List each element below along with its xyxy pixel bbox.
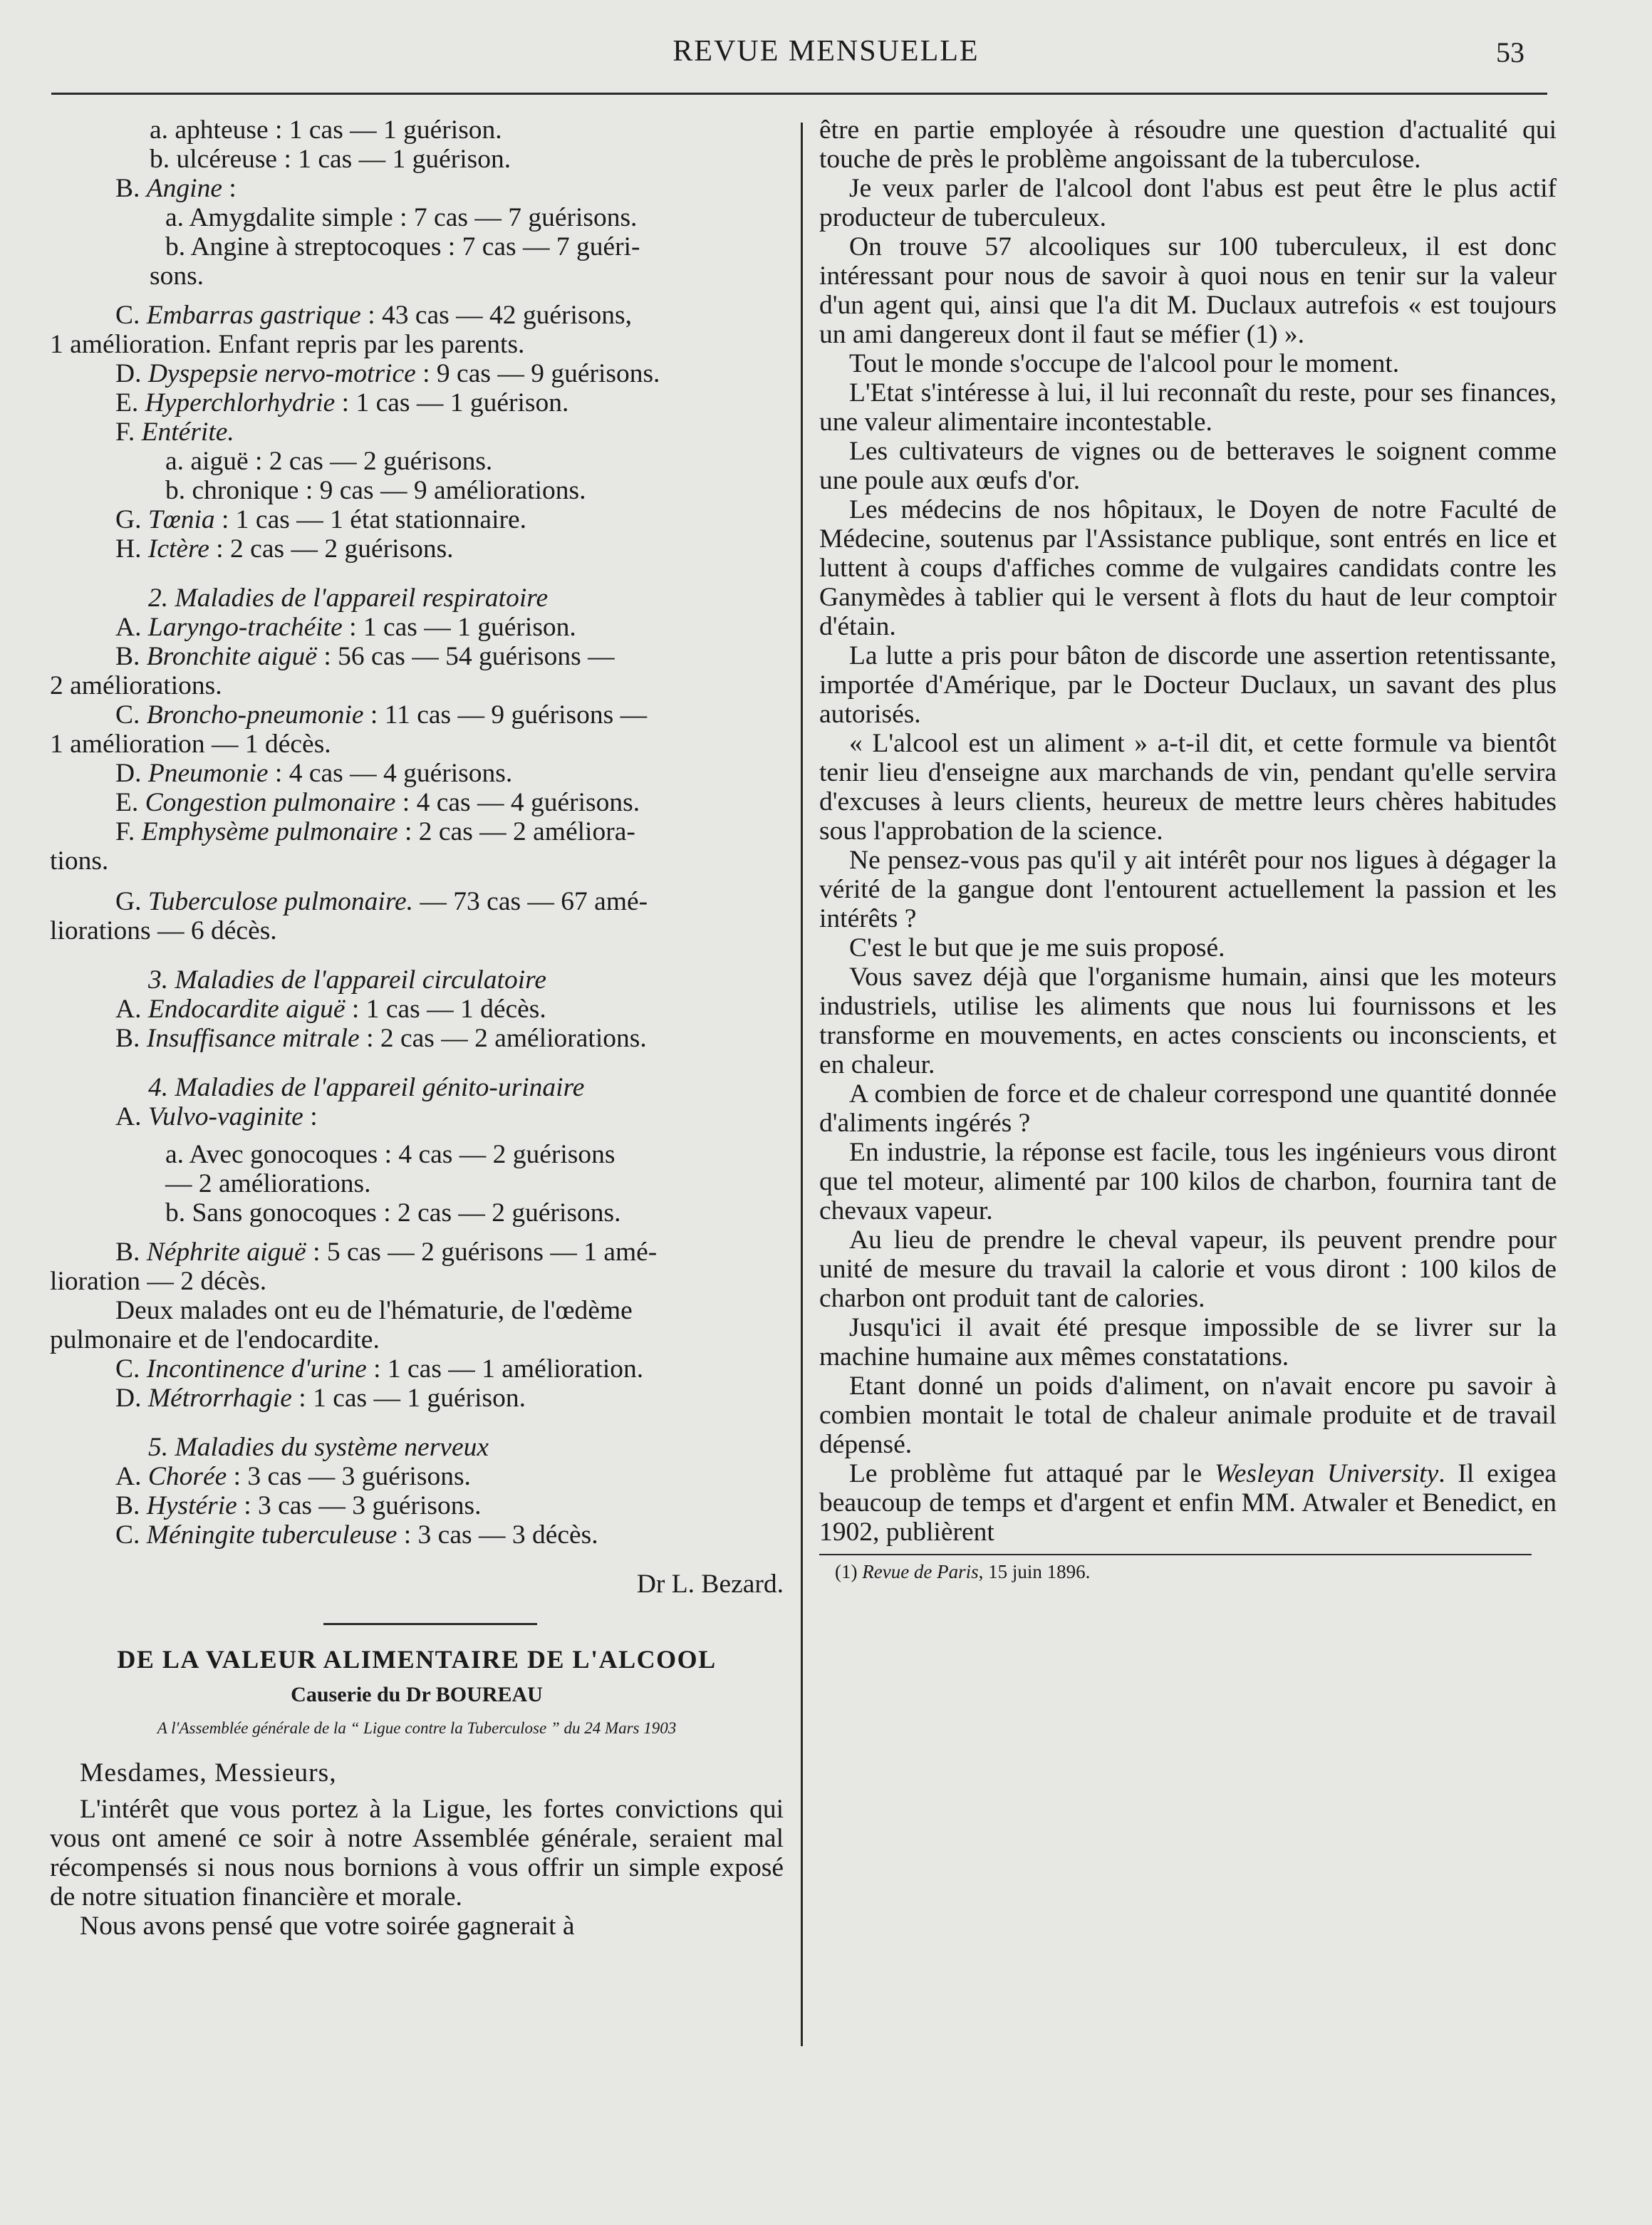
entry-line: C. Incontinence d'urine : 1 cas — 1 amélioration. xyxy=(115,1354,644,1384)
entry-line: C. Broncho-pneumonie : 11 cas — 9 guérisons — xyxy=(115,700,648,730)
column-divider xyxy=(801,123,803,2046)
article-paragraphs-right xyxy=(819,174,1557,1459)
genito-sub-entries xyxy=(50,1140,784,1228)
paragraph: En industrie, la réponse est facile, tous les ingénieurs vous diront que tel moteur, alimenté par 100 kilos de charbon, fournira tant de chevaux vapeur. xyxy=(819,1138,1557,1225)
paragraph: Tout le monde s'occupe de l'alcool pour le moment. xyxy=(849,349,1400,378)
signature-rule xyxy=(323,1623,537,1625)
paragraph: L'intérêt que vous portez à la Ligue, les fortes convictions qui vous ont amené ce soir à notre Assemblée générale, seraient mal récompensés si nous nous bornions à vous offrir un simple exposé de notre situation financière et morale. xyxy=(50,1795,784,1912)
entry-line: B. Néphrite aiguë : 5 cas — 2 guérisons — 1 amé- xyxy=(115,1238,658,1267)
entry-line: A. Chorée : 3 cas — 3 guérisons. xyxy=(115,1462,471,1491)
entry-line: 2 améliorations. xyxy=(50,671,222,700)
entry-line: B. Insuffisance mitrale : 2 cas — 2 améliorations. xyxy=(115,1024,647,1053)
entry-line: H. Ictère : 2 cas — 2 guérisons. xyxy=(115,534,454,564)
section-heading-respiratory: 2. Maladies de l'appareil respiratoire xyxy=(148,584,549,613)
entry-line: A. Laryngo-trachéite : 1 cas — 1 guérison. xyxy=(115,613,576,642)
paragraph: C'est le but que je me suis proposé. xyxy=(849,933,1225,963)
article-title: DE LA VALEUR ALIMENTAIRE DE L'ALCOOL xyxy=(117,1645,717,1674)
entry-line: b. Sans gonocoques : 2 cas — 2 guérisons. xyxy=(165,1198,621,1228)
entry-line: tions. xyxy=(50,846,109,876)
section-heading-nervous: 5. Maladies du système nerveux xyxy=(148,1433,489,1462)
paragraph-continued: être en partie employée à résoudre une question d'actualité qui touche de près le problème angoissant de la tuberculose. xyxy=(819,115,1557,174)
entry-line: lioration — 2 décès. xyxy=(50,1267,267,1296)
article-subtitle: Causerie du Dr BOUREAU xyxy=(291,1683,543,1706)
paragraph: Jusqu'ici il avait été presque impossible de se livrer sur la machine humaine aux mêmes constatations. xyxy=(819,1313,1557,1371)
running-title: REVUE MENSUELLE xyxy=(672,35,980,68)
signature: Dr L. Bezard. xyxy=(636,1570,784,1599)
entry-line: F. Emphysème pulmonaire : 2 cas — 2 améliora- xyxy=(115,817,635,846)
right-column xyxy=(819,115,1557,1584)
entry-line: G. Tuberculose pulmonaire. — 73 cas — 67 amé- xyxy=(115,887,648,916)
entry-line: F. Entérite. xyxy=(115,417,234,447)
entry-line: Deux malades ont eu de l'hématurie, de l'œdème xyxy=(115,1296,633,1325)
paragraph: Je veux parler de l'alcool dont l'abus est peut être le plus actif producteur de tuberculeux. xyxy=(819,174,1557,232)
entry-line: A. Vulvo-vaginite : xyxy=(115,1102,318,1131)
respiratory-entries xyxy=(50,613,784,876)
entry-line: pulmonaire et de l'endocardite. xyxy=(50,1325,380,1354)
paragraph: Ne pensez-vous pas qu'il y ait intérêt pour nos ligues à dégager la vérité de la gangue dont l'entourent actuellement la passion et les intérêts ? xyxy=(819,846,1557,933)
entry-line: B. Angine : xyxy=(115,174,237,203)
paragraph: La lutte a pris pour bâton de discorde une assertion retentissante, importée d'Amérique, par le Docteur Duclaux, un savant des plus autorisés. xyxy=(819,641,1557,729)
entry-line: C. Méningite tuberculeuse : 3 cas — 3 décès. xyxy=(115,1520,598,1550)
paragraph: Les cultivateurs de vignes ou de betteraves le soignent comme une poule aux œufs d'or. xyxy=(819,437,1557,495)
genito-entries-continued xyxy=(50,1238,784,1413)
entry-line: E. Congestion pulmonaire : 4 cas — 4 guérisons. xyxy=(115,788,640,817)
entry-line: D. Dyspepsie nervo-motrice : 9 cas — 9 guérisons. xyxy=(115,359,660,388)
entry-line: b. ulcéreuse : 1 cas — 1 guérison. xyxy=(150,145,511,174)
paragraph: L'Etat s'intéresse à lui, il lui reconnaît du reste, pour ses finances, une valeur alimentaire incontestable. xyxy=(819,378,1557,437)
section-heading-genito-urinary: 4. Maladies de l'appareil génito-urinaire xyxy=(148,1073,585,1102)
paragraph: Vous savez déjà que l'organisme humain, ainsi que les moteurs industriels, utilise les aliments que nous lui fournissons et les transforme en mouvements, en actes conscients ou inconscients, et en chaleur. xyxy=(819,963,1557,1079)
entry-line: E. Hyperchlorhydrie : 1 cas — 1 guérison. xyxy=(115,388,569,417)
entry-line: G. Tœnia : 1 cas — 1 état stationnaire. xyxy=(115,505,527,534)
entry-line: D. Pneumonie : 4 cas — 4 guérisons. xyxy=(115,759,513,788)
entry-line: b. Angine à streptocoques : 7 cas — 7 guéri- xyxy=(165,232,640,261)
header-rule xyxy=(51,93,1547,95)
paragraph: Etant donné un poids d'aliment, on n'avait encore pu savoir à combien montait le total de chaleur animale produite et de travail dépensé. xyxy=(819,1371,1557,1459)
entry-line: A. Endocardite aiguë : 1 cas — 1 décès. xyxy=(115,995,546,1024)
entry-line: B. Hystérie : 3 cas — 3 guérisons. xyxy=(115,1491,482,1520)
entry-line: 1 amélioration — 1 décès. xyxy=(50,730,331,759)
tuberculosis-entry xyxy=(50,887,784,945)
nervous-entries xyxy=(50,1462,784,1550)
footnote: (1) Revue de Paris, 15 juin 1896. xyxy=(835,1561,1091,1582)
paragraph: « L'alcool est un aliment » a-t-il dit, et cette formule va bientôt tenir lieu d'enseigne aux marchands de vin, pendant qu'elle servira d'excuses à leurs clients, heureux de mettre leurs chères habitudes sous l'approbation de la science. xyxy=(819,729,1557,846)
entry-line: C. Embarras gastrique : 43 cas — 42 guérisons, xyxy=(115,301,632,330)
entry-line: a. aphteuse : 1 cas — 1 guérison. xyxy=(150,115,502,145)
left-column xyxy=(50,115,784,1941)
footnote-rule xyxy=(819,1554,1532,1555)
page-number: 53 xyxy=(1496,36,1524,68)
digestive-entries xyxy=(50,115,784,291)
paragraph-last: Le problème fut attaqué par le Wesleyan University. Il exigea beaucoup de temps et d'argent et enfin MM. Atwaler et Benedict, en 1902, publièrent xyxy=(819,1459,1557,1547)
entry-line: B. Bronchite aiguë : 56 cas — 54 guérisons — xyxy=(115,642,615,671)
article-paragraphs-left xyxy=(50,1795,784,1941)
entry-line: a. Avec gonocoques : 4 cas — 2 guérisons xyxy=(165,1140,615,1169)
salutation: Mesdames, Messieurs, xyxy=(80,1758,337,1788)
article-note: A l'Assemblée générale de la “ Ligue contre la Tuberculose ” du 24 Mars 1903 xyxy=(157,1719,677,1737)
entry-line: sons. xyxy=(150,261,204,291)
entry-line: 1 amélioration. Enfant repris par les parents. xyxy=(50,330,525,359)
genito-entries xyxy=(50,1102,784,1131)
entry-line: liorations — 6 décès. xyxy=(50,916,277,945)
digestive-entries-continued xyxy=(50,301,784,564)
paragraph: Au lieu de prendre le cheval vapeur, ils peuvent prendre pour unité de mesure du travail la calorie et vous diront : 100 kilos de charbon ont produit tant de calories. xyxy=(819,1225,1557,1313)
circulatory-entries xyxy=(50,995,784,1053)
entry-line: D. Métrorrhagie : 1 cas — 1 guérison. xyxy=(115,1384,526,1413)
section-heading-circulatory: 3. Maladies de l'appareil circulatoire xyxy=(148,965,546,995)
entry-line: a. aiguë : 2 cas — 2 guérisons. xyxy=(165,447,493,476)
paragraph: Nous avons pensé que votre soirée gagnerait à xyxy=(80,1912,575,1941)
entry-line: b. chronique : 9 cas — 9 améliorations. xyxy=(165,476,586,505)
entry-line: — 2 améliorations. xyxy=(165,1169,371,1198)
paragraph: On trouve 57 alcooliques sur 100 tuberculeux, il est donc intéressant pour nous de savoir à quoi nous en tenir sur la valeur d'un agent qui, ainsi que l'a dit M. Duclaux autrefois « est toujours un ami dangereux dont il faut se méfier (1) ». xyxy=(819,232,1557,349)
paragraph: A combien de force et de chaleur correspond une quantité donnée d'aliments ingérés ? xyxy=(819,1079,1557,1138)
entry-line: a. Amygdalite simple : 7 cas — 7 guérisons. xyxy=(165,203,638,232)
paragraph: Les médecins de nos hôpitaux, le Doyen de notre Faculté de Médecine, soutenus par l'Assistance publique, sont entrés en lice et luttent à coups d'affiches comme de vulgaires candidats contre les Ganymèdes à tablier qui le versent à flots du haut de leur comptoir d'étain. xyxy=(819,495,1557,641)
